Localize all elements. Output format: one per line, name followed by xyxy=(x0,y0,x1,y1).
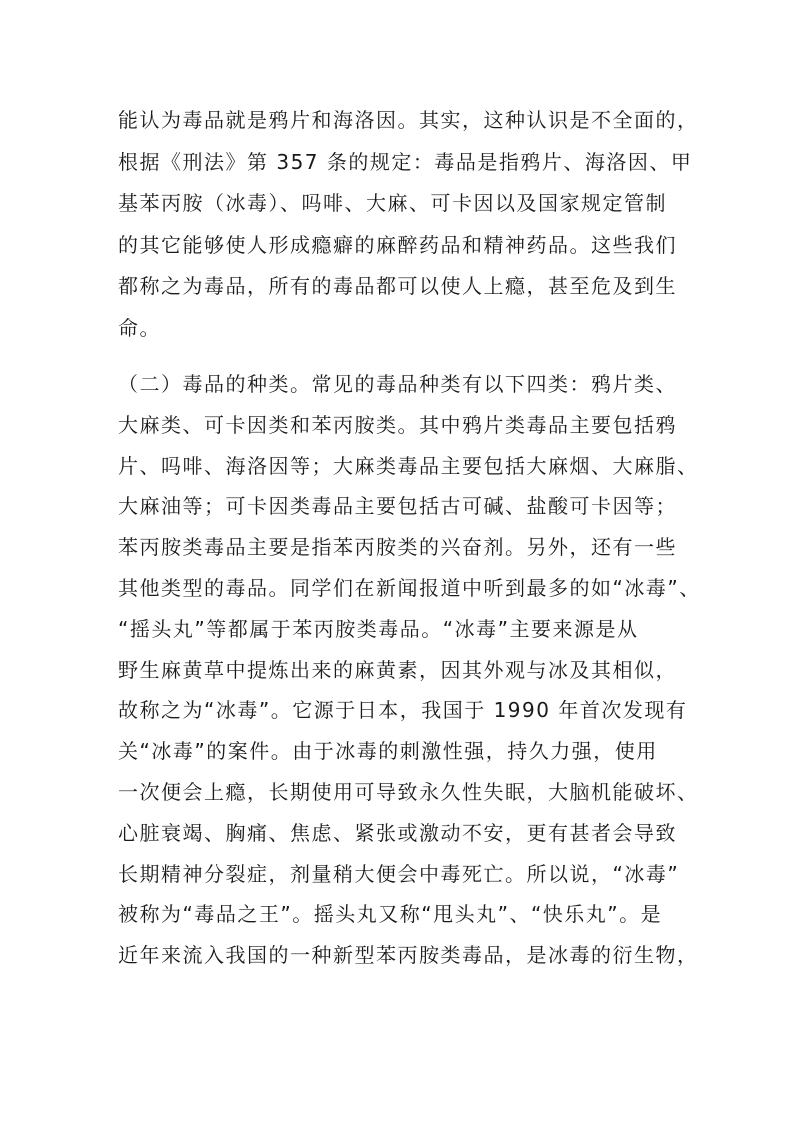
text-line: 命。 xyxy=(118,315,161,340)
text-line: 长期精神分裂症，剂量稍大便会中毒死亡。所以说，“冰毒” xyxy=(118,861,680,886)
text-line: 被称为“毒品之王”。摇头丸又称“甩头丸”、“快乐丸”。是 xyxy=(118,902,663,927)
text-line: 关“冰毒”的案件。由于冰毒的刺激性强，持久力强，使用 xyxy=(118,739,658,764)
text-line: 大麻油等；可卡因类毒品主要包括古可碱、盐酸可卡因等； xyxy=(118,494,677,519)
text-line: 的其它能够使人形成瘾癖的麻醉药品和精神药品。这些我们 xyxy=(118,232,677,257)
paragraph-drug-types xyxy=(118,364,701,976)
text-line: 片、吗啡、海洛因等；大麻类毒品主要包括大麻烟、大麻脂、 xyxy=(118,453,699,478)
text-line: 心脏衰竭、胸痛、焦虑、紧张或激动不安，更有甚者会导致 xyxy=(118,820,677,845)
text-line: 能认为毒品就是鸦片和海洛因。其实，这种认识是不全面的， xyxy=(118,108,699,132)
text-line: 都称之为毒品，所有的毒品都可以使人上瘾，甚至危及到生 xyxy=(118,274,677,298)
paragraph-definition xyxy=(118,100,699,349)
text-line: 基苯丙胺（冰毒）、吗啡、大麻、可卡因以及国家规定管制 xyxy=(118,191,667,215)
text-line: 大麻类、可卡因类和苯丙胺类。其中鸦片类毒品主要包括鸦 xyxy=(118,412,677,437)
text-line: 根据《刑法》第 357 条的规定：毒品是指鸦片、海洛因、甲 xyxy=(118,149,693,174)
text-line: 故称之为“冰毒”。它源于日本，我国于 1990 年首次发现有 xyxy=(118,698,688,723)
text-line: （二）毒品的种类。常见的毒品种类有以下四类：鸦片类、 xyxy=(118,372,677,396)
text-line: 近年来流入我国的一种新型苯丙胺类毒品，是冰毒的衍生物， xyxy=(118,943,699,968)
text-line: 一次便会上瘾，长期使用可导致永久性失眠，大脑机能破坏、 xyxy=(118,779,699,804)
text-line: 其他类型的毒品。同学们在新闻报道中听到最多的如“冰毒”、 xyxy=(118,575,701,600)
text-line: 野生麻黄草中提炼出来的麻黄素，因其外观与冰及其相似， xyxy=(118,657,677,682)
text-line: “摇头丸”等都属于苯丙胺类毒品。“冰毒”主要来源是从 xyxy=(118,616,639,641)
text-line: 苯丙胺类毒品主要是指苯丙胺类的兴奋剂。另外，还有一些 xyxy=(118,535,677,560)
